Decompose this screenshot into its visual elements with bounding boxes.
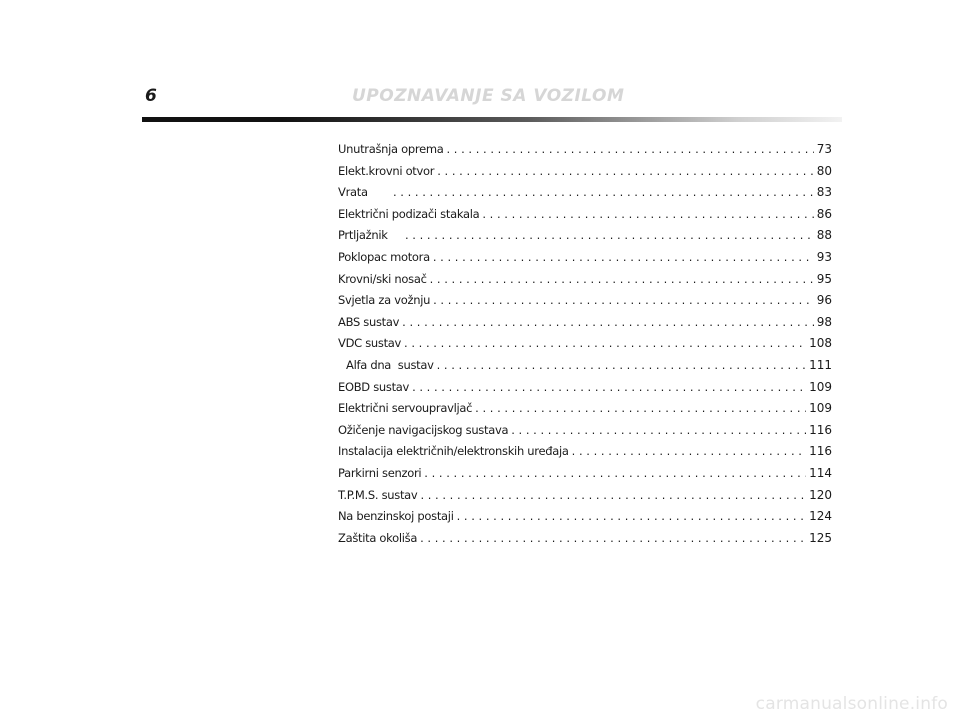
toc-entry-label: Elekt.krovni otvor [338,163,435,178]
toc-entry[interactable] [338,336,832,358]
toc-entry[interactable] [338,142,832,164]
toc-entry-label: Alfa dna sustav [346,357,434,372]
toc-leader-dots [511,423,806,437]
toc-entry-label: Električni servoupravljač [338,401,473,416]
toc-entry-label: Električni podizači stakala [338,206,480,221]
toc-entry[interactable] [338,531,832,553]
toc-entry-label: Unutrašnja oprema [338,142,444,156]
table-of-contents [338,142,832,552]
watermark: carmanualsonline.info [755,694,948,714]
toc-entry-page: 80 [816,163,832,178]
toc-entry[interactable] [338,228,832,250]
toc-entry-label: VDC sustav [338,336,402,351]
toc-entry-page: 96 [816,293,832,308]
toc-leader-dots [433,293,814,307]
toc-leader-dots [433,250,814,264]
toc-entry-label: Instalacija električnih/elektronskih uređaja [338,444,569,459]
toc-entry-page: 111 [809,357,832,372]
toc-entry[interactable] [338,358,832,380]
toc-leader-dots [457,509,807,523]
toc-entry-label: ABS sustav [338,314,400,329]
toc-leader-dots [430,272,814,286]
toc-entry[interactable] [338,444,832,466]
header-rule [142,117,842,122]
toc-entry-page: 114 [809,465,832,480]
toc-entry-page: 120 [809,487,832,502]
toc-leader-dots [424,466,806,480]
toc-leader-dots [572,444,806,458]
toc-entry[interactable] [338,488,832,510]
toc-entry-page: 95 [816,271,832,286]
toc-entry-label: Prtljažnik [338,228,388,243]
toc-entry-page: 125 [809,530,832,545]
toc-entry[interactable] [338,315,832,337]
toc-entry-label: Vrata [338,185,368,200]
toc-entry-page: 86 [816,206,832,221]
toc-entry-label: Krovni/ski nosač [338,271,427,286]
page-number: 6 [145,86,157,106]
toc-entry[interactable] [338,423,832,445]
toc-entry[interactable] [338,185,832,207]
toc-leader-dots [437,164,814,178]
toc-leader-dots [482,207,813,221]
toc-entry[interactable] [338,380,832,402]
toc-entry-label: Svjetla za vožnju [338,293,431,308]
toc-leader-dots [402,315,814,329]
toc-entry-page: 124 [809,509,832,524]
toc-leader-dots [420,488,806,502]
toc-entry[interactable] [338,466,832,488]
toc-entry[interactable] [338,293,832,315]
toc-leader-dots [475,401,806,415]
toc-entry-page: 88 [816,228,832,243]
toc-entry-page: 83 [816,185,832,200]
toc-entry-label: Zaštita okoliša [338,530,418,545]
toc-entry-page: 109 [809,401,832,416]
toc-leader-dots [437,358,807,372]
toc-entry-label: EOBD sustav [338,379,410,394]
toc-entry[interactable] [338,207,832,229]
toc-entry-label: T.P.M.S. sustav [338,487,418,502]
toc-entry-label: Poklopac motora [338,249,430,264]
toc-entry-page: 73 [816,142,832,156]
toc-entry[interactable] [338,164,832,186]
toc-entry[interactable] [338,509,832,531]
toc-leader-dots [420,531,806,545]
toc-entry-label: Parkirni senzori [338,465,422,480]
toc-leader-dots [405,228,814,242]
toc-entry-label: Ožičenje navigacijskog sustava [338,422,509,437]
toc-entry-page: 93 [816,249,832,264]
toc-entry-page: 116 [809,444,832,459]
toc-entry[interactable] [338,250,832,272]
toc-entry[interactable] [338,272,832,294]
toc-entry-page: 109 [809,379,832,394]
toc-leader-dots [404,336,806,350]
toc-leader-dots [393,185,814,199]
section-title: UPOZNAVANJE SA VOZILOM [352,86,625,106]
toc-entry-page: 108 [809,336,832,351]
toc-entry-page: 98 [816,314,832,329]
toc-leader-dots [447,142,814,156]
toc-entry-page: 116 [809,422,832,437]
toc-entry-label: Na benzinskoj postaji [338,509,454,524]
toc-entry[interactable] [338,401,832,423]
toc-leader-dots [412,380,806,394]
